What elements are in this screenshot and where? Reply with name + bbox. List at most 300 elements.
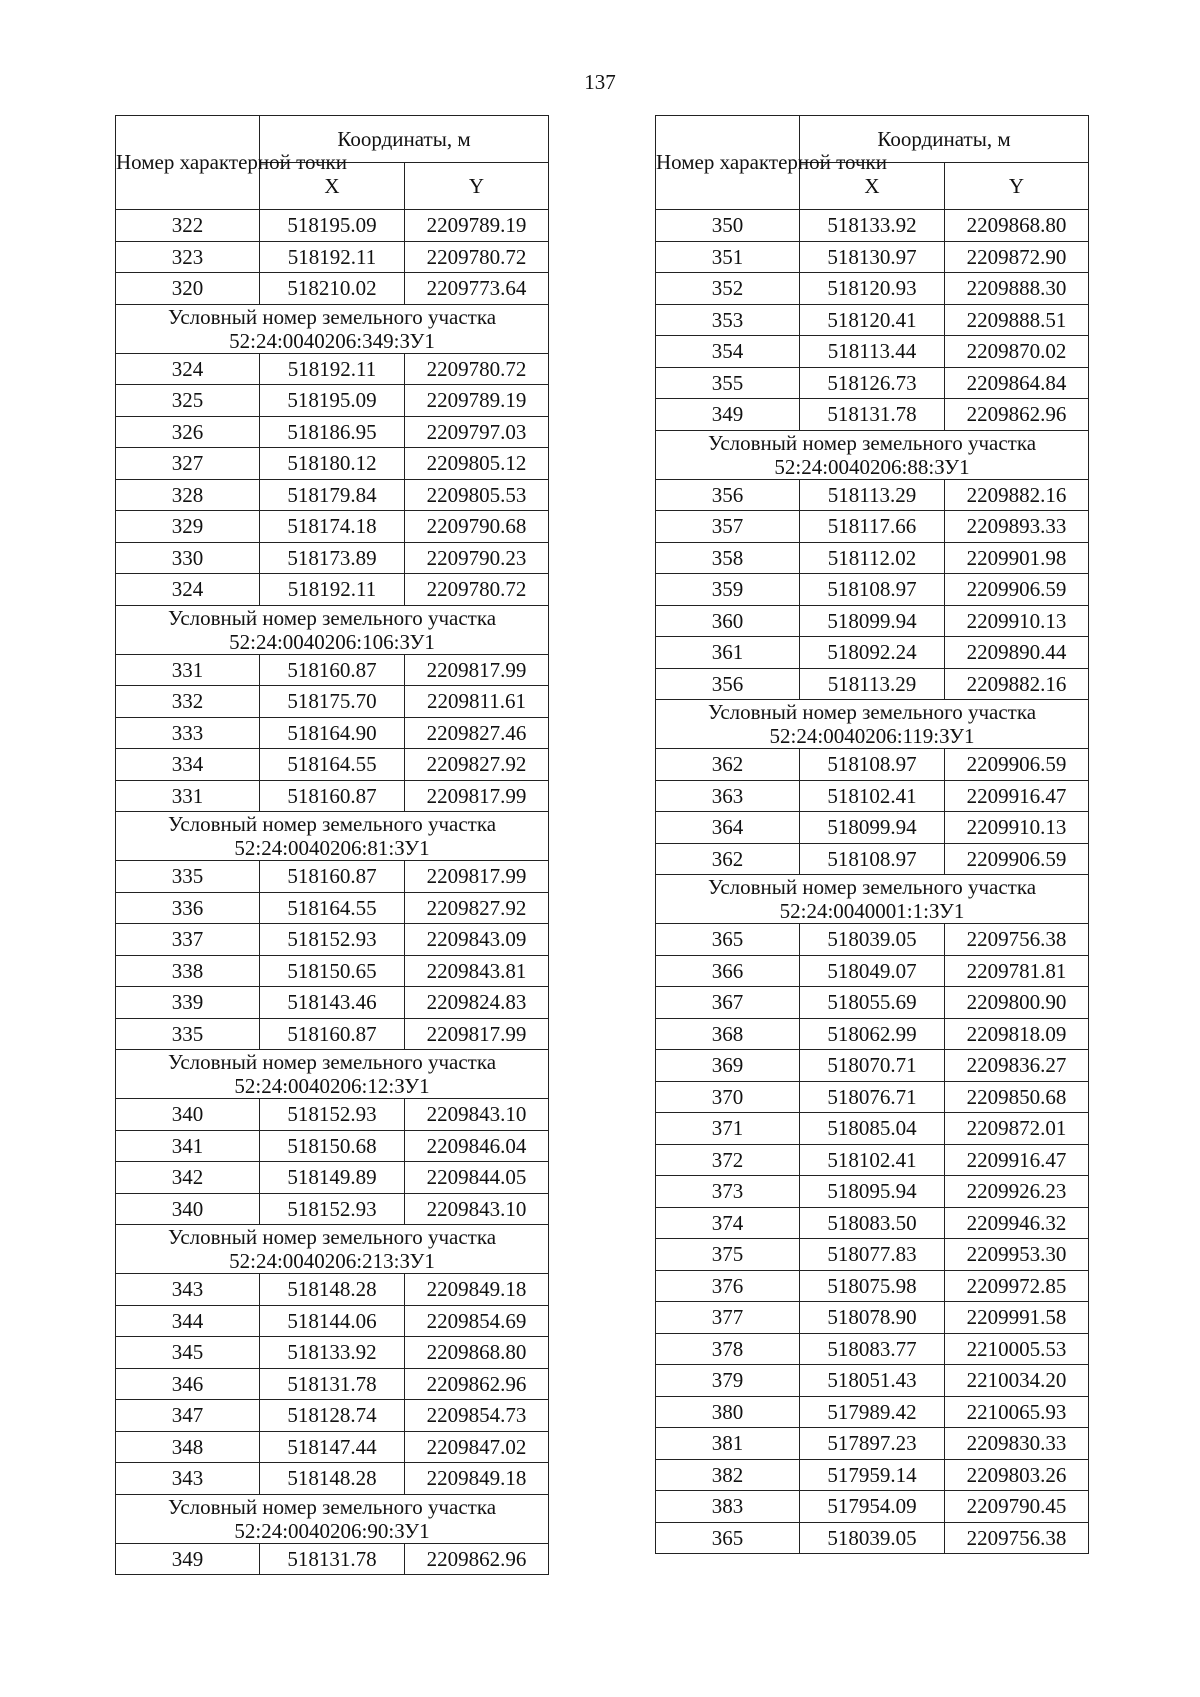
- parcel-section-row: [116, 812, 549, 861]
- table-row: [656, 668, 1089, 700]
- y-coordinate-cell: 2209849.18: [405, 1274, 549, 1306]
- x-coordinate-cell: 518144.06: [260, 1305, 405, 1337]
- coordinates-table-right: [655, 115, 1089, 1554]
- point-number-cell: 360: [656, 605, 800, 637]
- header-y: Y: [945, 163, 1089, 210]
- y-coordinate-cell: 2209843.10: [405, 1193, 549, 1225]
- table-row: [656, 241, 1089, 273]
- x-coordinate-cell: 518131.78: [260, 1368, 405, 1400]
- x-coordinate-cell: 518210.02: [260, 273, 405, 305]
- parcel-section-row: [116, 1050, 549, 1099]
- parcel-section-cell: [116, 812, 549, 861]
- y-coordinate-cell: 2209916.47: [945, 1144, 1089, 1176]
- table-row: [656, 1302, 1089, 1334]
- x-coordinate-cell: 518102.41: [800, 1144, 945, 1176]
- table-row: [116, 416, 549, 448]
- point-number-cell: 329: [116, 511, 260, 543]
- x-coordinate-cell: 518133.92: [260, 1337, 405, 1369]
- x-coordinate-cell: 518076.71: [800, 1081, 945, 1113]
- y-coordinate-cell: 2209906.59: [945, 843, 1089, 875]
- y-coordinate-cell: 2209916.47: [945, 780, 1089, 812]
- x-coordinate-cell: 518160.87: [260, 1018, 405, 1050]
- parcel-cadastral-number: 52:24:0040001:1:ЗУ1: [779, 899, 965, 923]
- table-row: [656, 1459, 1089, 1491]
- parcel-cadastral-number: 52:24:0040206:81:ЗУ1: [234, 836, 430, 860]
- x-coordinate-cell: 518083.77: [800, 1333, 945, 1365]
- y-coordinate-cell: 2209888.30: [945, 273, 1089, 305]
- y-coordinate-cell: 2209790.23: [405, 542, 549, 574]
- x-coordinate-cell: 518113.44: [800, 336, 945, 368]
- table-row: [116, 1543, 549, 1575]
- point-number-cell: 331: [116, 780, 260, 812]
- x-coordinate-cell: 518131.78: [800, 399, 945, 431]
- x-coordinate-cell: 518174.18: [260, 511, 405, 543]
- y-coordinate-cell: 2209972.85: [945, 1270, 1089, 1302]
- parcel-cadastral-number: 52:24:0040206:213:ЗУ1: [229, 1249, 435, 1273]
- x-coordinate-cell: 518195.09: [260, 385, 405, 417]
- x-coordinate-cell: 518130.97: [800, 241, 945, 273]
- x-coordinate-cell: 518152.93: [260, 1099, 405, 1131]
- point-number-cell: 349: [656, 399, 800, 431]
- y-coordinate-cell: 2209882.16: [945, 479, 1089, 511]
- x-coordinate-cell: 518179.84: [260, 479, 405, 511]
- table-row: [656, 1018, 1089, 1050]
- point-number-cell: 324: [116, 353, 260, 385]
- parcel-section-cell: [116, 605, 549, 654]
- y-coordinate-cell: 2209817.99: [405, 780, 549, 812]
- table-row: [656, 511, 1089, 543]
- table-row: [656, 749, 1089, 781]
- x-coordinate-cell: 518077.83: [800, 1239, 945, 1271]
- y-coordinate-cell: 2209756.38: [945, 924, 1089, 956]
- point-number-cell: 328: [116, 479, 260, 511]
- point-number-cell: 336: [116, 892, 260, 924]
- x-coordinate-cell: 518085.04: [800, 1113, 945, 1145]
- y-coordinate-cell: 2209901.98: [945, 542, 1089, 574]
- y-coordinate-cell: 2209827.92: [405, 749, 549, 781]
- parcel-cadastral-number: 52:24:0040206:12:ЗУ1: [234, 1074, 430, 1098]
- x-coordinate-cell: 518062.99: [800, 1018, 945, 1050]
- y-coordinate-cell: 2209843.09: [405, 924, 549, 956]
- point-number-cell: 341: [116, 1130, 260, 1162]
- x-coordinate-cell: 518128.74: [260, 1400, 405, 1432]
- y-coordinate-cell: 2209862.96: [405, 1543, 549, 1575]
- table-row: [656, 574, 1089, 606]
- parcel-section-title: Условный номер земельного участка: [167, 605, 497, 630]
- x-coordinate-cell: 518131.78: [260, 1543, 405, 1575]
- table-row: [116, 385, 549, 417]
- point-number-cell: 380: [656, 1396, 800, 1428]
- point-number-cell: 377: [656, 1302, 800, 1334]
- table-row: [116, 542, 549, 574]
- y-coordinate-cell: 2209868.80: [405, 1337, 549, 1369]
- table-row: [656, 1050, 1089, 1082]
- table-row: [116, 1193, 549, 1225]
- table-row: [116, 1162, 549, 1194]
- table-row: [656, 637, 1089, 669]
- point-number-cell: 351: [656, 241, 800, 273]
- table-row: [116, 987, 549, 1019]
- x-coordinate-cell: 518099.94: [800, 605, 945, 637]
- x-coordinate-cell: 518160.87: [260, 654, 405, 686]
- point-number-cell: 376: [656, 1270, 800, 1302]
- y-coordinate-cell: 2209756.38: [945, 1522, 1089, 1554]
- point-number-cell: 358: [656, 542, 800, 574]
- y-coordinate-cell: 2209830.33: [945, 1428, 1089, 1460]
- y-coordinate-cell: 2209827.92: [405, 892, 549, 924]
- y-coordinate-cell: 2210034.20: [945, 1365, 1089, 1397]
- table-row: [656, 924, 1089, 956]
- x-coordinate-cell: 518126.73: [800, 367, 945, 399]
- table-row: [656, 367, 1089, 399]
- point-number-cell: 382: [656, 1459, 800, 1491]
- y-coordinate-cell: 2209836.27: [945, 1050, 1089, 1082]
- point-number-cell: 339: [116, 987, 260, 1019]
- point-number-cell: 357: [656, 511, 800, 543]
- table-row: [116, 924, 549, 956]
- table-row: [116, 511, 549, 543]
- point-number-cell: 359: [656, 574, 800, 606]
- point-number-cell: 349: [116, 1543, 260, 1575]
- point-number-cell: 364: [656, 812, 800, 844]
- y-coordinate-cell: 2209790.68: [405, 511, 549, 543]
- table-row: [116, 1431, 549, 1463]
- y-coordinate-cell: 2209864.84: [945, 367, 1089, 399]
- point-number-cell: 353: [656, 304, 800, 336]
- table-row: [116, 749, 549, 781]
- x-coordinate-cell: 518039.05: [800, 924, 945, 956]
- parcel-cadastral-number: 52:24:0040206:88:ЗУ1: [774, 454, 970, 479]
- point-number-cell: 332: [116, 686, 260, 718]
- y-coordinate-cell: 2209780.72: [405, 574, 549, 606]
- x-coordinate-cell: 518070.71: [800, 1050, 945, 1082]
- point-number-cell: 362: [656, 749, 800, 781]
- point-number-cell: 322: [116, 210, 260, 242]
- table-row: [116, 574, 549, 606]
- y-coordinate-cell: 2209849.18: [405, 1463, 549, 1495]
- x-coordinate-cell: 517959.14: [800, 1459, 945, 1491]
- x-coordinate-cell: 518175.70: [260, 686, 405, 718]
- x-coordinate-cell: 518152.93: [260, 1193, 405, 1225]
- point-number-cell: 352: [656, 273, 800, 305]
- point-number-cell: 367: [656, 987, 800, 1019]
- parcel-section-row: [656, 700, 1089, 749]
- point-number-cell: 330: [116, 542, 260, 574]
- point-number-cell: 338: [116, 955, 260, 987]
- parcel-section-row: [116, 1494, 549, 1543]
- y-coordinate-cell: 2209847.02: [405, 1431, 549, 1463]
- x-coordinate-cell: 518083.50: [800, 1207, 945, 1239]
- x-coordinate-cell: 518160.87: [260, 780, 405, 812]
- x-coordinate-cell: 518148.28: [260, 1463, 405, 1495]
- y-coordinate-cell: 2209843.10: [405, 1099, 549, 1131]
- table-row: [656, 987, 1089, 1019]
- point-number-cell: 347: [116, 1400, 260, 1432]
- table-row: [116, 1099, 549, 1131]
- point-number-cell: 327: [116, 448, 260, 480]
- y-coordinate-cell: 2209862.96: [405, 1368, 549, 1400]
- x-coordinate-cell: 518055.69: [800, 987, 945, 1019]
- x-coordinate-cell: 517989.42: [800, 1396, 945, 1428]
- x-coordinate-cell: 518150.68: [260, 1130, 405, 1162]
- y-coordinate-cell: 2210065.93: [945, 1396, 1089, 1428]
- parcel-section-title: Условный номер земельного участка: [707, 875, 1037, 899]
- x-coordinate-cell: 518192.11: [260, 241, 405, 273]
- y-coordinate-cell: 2209893.33: [945, 511, 1089, 543]
- parcel-cadastral-number: 52:24:0040206:90:ЗУ1: [234, 1518, 430, 1543]
- point-number-cell: 343: [116, 1274, 260, 1306]
- table-row: [656, 1144, 1089, 1176]
- x-coordinate-cell: 518180.12: [260, 448, 405, 480]
- point-number-cell: 334: [116, 749, 260, 781]
- point-number-cell: 335: [116, 861, 260, 893]
- table-row: [116, 448, 549, 480]
- y-coordinate-cell: 2209882.16: [945, 668, 1089, 700]
- y-coordinate-cell: 2209953.30: [945, 1239, 1089, 1271]
- y-coordinate-cell: 2209888.51: [945, 304, 1089, 336]
- y-coordinate-cell: 2209827.46: [405, 717, 549, 749]
- y-coordinate-cell: 2209872.90: [945, 241, 1089, 273]
- point-number-cell: 325: [116, 385, 260, 417]
- page-number: 137: [584, 70, 616, 94]
- point-number-cell: 373: [656, 1176, 800, 1208]
- y-coordinate-cell: 2209946.32: [945, 1207, 1089, 1239]
- x-coordinate-cell: 518108.97: [800, 843, 945, 875]
- point-number-cell: 320: [116, 273, 260, 305]
- x-coordinate-cell: 518120.93: [800, 273, 945, 305]
- y-coordinate-cell: 2209805.12: [405, 448, 549, 480]
- parcel-section-row: [116, 1225, 549, 1274]
- parcel-section-row: [656, 430, 1089, 479]
- y-coordinate-cell: 2209780.72: [405, 353, 549, 385]
- point-number-cell: 337: [116, 924, 260, 956]
- point-number-cell: 369: [656, 1050, 800, 1082]
- x-coordinate-cell: 518148.28: [260, 1274, 405, 1306]
- table-row: [656, 1176, 1089, 1208]
- point-number-cell: 350: [656, 210, 800, 242]
- point-number-cell: 372: [656, 1144, 800, 1176]
- table-row: [656, 780, 1089, 812]
- x-coordinate-cell: 518051.43: [800, 1365, 945, 1397]
- parcel-cadastral-number: 52:24:0040206:119:ЗУ1: [769, 724, 975, 748]
- point-number-cell: 331: [116, 654, 260, 686]
- point-number-cell: 366: [656, 955, 800, 987]
- table-row: [116, 210, 549, 242]
- point-number-cell: 346: [116, 1368, 260, 1400]
- x-coordinate-cell: 518102.41: [800, 780, 945, 812]
- table-row: [656, 1113, 1089, 1145]
- table-row: [116, 479, 549, 511]
- table-row: [656, 843, 1089, 875]
- x-coordinate-cell: 518108.97: [800, 749, 945, 781]
- y-coordinate-cell: 2209805.53: [405, 479, 549, 511]
- table-row: [656, 1365, 1089, 1397]
- parcel-section-cell: [116, 1050, 549, 1099]
- parcel-section-cell: [116, 304, 549, 353]
- point-number-cell: 365: [656, 924, 800, 956]
- y-coordinate-cell: 2209854.73: [405, 1400, 549, 1432]
- point-number-cell: 363: [656, 780, 800, 812]
- point-number-cell: 361: [656, 637, 800, 669]
- point-number-cell: 343: [116, 1463, 260, 1495]
- x-coordinate-cell: 518150.65: [260, 955, 405, 987]
- parcel-cadastral-number: 52:24:0040206:349:ЗУ1: [229, 328, 435, 353]
- x-coordinate-cell: 518092.24: [800, 637, 945, 669]
- table-row: [656, 1396, 1089, 1428]
- x-coordinate-cell: 518078.90: [800, 1302, 945, 1334]
- point-number-cell: 335: [116, 1018, 260, 1050]
- point-number-cell: 381: [656, 1428, 800, 1460]
- point-number-cell: 368: [656, 1018, 800, 1050]
- table-row: [116, 780, 549, 812]
- point-number-cell: 374: [656, 1207, 800, 1239]
- y-coordinate-cell: 2209862.96: [945, 399, 1089, 431]
- y-coordinate-cell: 2209790.45: [945, 1491, 1089, 1523]
- header-y: Y: [405, 163, 549, 210]
- table-row: [656, 1522, 1089, 1554]
- x-coordinate-cell: 518152.93: [260, 924, 405, 956]
- y-coordinate-cell: 2209870.02: [945, 336, 1089, 368]
- parcel-cadastral-number: 52:24:0040206:106:ЗУ1: [229, 629, 435, 654]
- table-row: [656, 1081, 1089, 1113]
- parcel-section-row: [116, 304, 549, 353]
- point-number-cell: 340: [116, 1099, 260, 1131]
- coordinates-table-left: [115, 115, 549, 1575]
- y-coordinate-cell: 2209868.80: [945, 210, 1089, 242]
- header-x: X: [260, 163, 405, 210]
- parcel-section-title: Условный номер земельного участка: [707, 700, 1037, 724]
- point-number-cell: 345: [116, 1337, 260, 1369]
- point-number-cell: 375: [656, 1239, 800, 1271]
- point-number-cell: 362: [656, 843, 800, 875]
- parcel-section-row: [656, 875, 1089, 924]
- x-coordinate-cell: 518117.66: [800, 511, 945, 543]
- x-coordinate-cell: 518095.94: [800, 1176, 945, 1208]
- x-coordinate-cell: 518192.11: [260, 574, 405, 606]
- table-row: [116, 1018, 549, 1050]
- table-row: [116, 654, 549, 686]
- header-point-number: Номер характерной точки: [116, 116, 260, 210]
- x-coordinate-cell: 518160.87: [260, 861, 405, 893]
- y-coordinate-cell: 2209844.05: [405, 1162, 549, 1194]
- x-coordinate-cell: 518049.07: [800, 955, 945, 987]
- x-coordinate-cell: 518120.41: [800, 304, 945, 336]
- table-row: [116, 1337, 549, 1369]
- parcel-section-row: [116, 605, 549, 654]
- header-point-number: Номер характерной точки: [656, 116, 800, 210]
- y-coordinate-cell: 2209850.68: [945, 1081, 1089, 1113]
- x-coordinate-cell: 518164.90: [260, 717, 405, 749]
- x-coordinate-cell: 517954.09: [800, 1491, 945, 1523]
- x-coordinate-cell: 518075.98: [800, 1270, 945, 1302]
- table-row: [656, 812, 1089, 844]
- point-number-cell: 356: [656, 668, 800, 700]
- header-coordinates: Координаты, м: [800, 116, 1089, 163]
- point-number-cell: 356: [656, 479, 800, 511]
- table-row: [116, 1274, 549, 1306]
- parcel-section-title: Условный номер земельного участка: [167, 812, 497, 836]
- table-row: [116, 1368, 549, 1400]
- table-row: [116, 1400, 549, 1432]
- y-coordinate-cell: 2209818.09: [945, 1018, 1089, 1050]
- point-number-cell: 333: [116, 717, 260, 749]
- table-row: [656, 1270, 1089, 1302]
- y-coordinate-cell: 2209789.19: [405, 210, 549, 242]
- table-row: [656, 1428, 1089, 1460]
- x-coordinate-cell: 518108.97: [800, 574, 945, 606]
- point-number-cell: 354: [656, 336, 800, 368]
- table-row: [656, 273, 1089, 305]
- y-coordinate-cell: 2209789.19: [405, 385, 549, 417]
- parcel-section-title: Условный номер земельного участка: [167, 1494, 497, 1519]
- x-coordinate-cell: 518099.94: [800, 812, 945, 844]
- x-coordinate-cell: 518186.95: [260, 416, 405, 448]
- x-coordinate-cell: 518147.44: [260, 1431, 405, 1463]
- point-number-cell: 342: [116, 1162, 260, 1194]
- table-row: [116, 717, 549, 749]
- header-coordinates: Координаты, м: [260, 116, 549, 163]
- y-coordinate-cell: 2209926.23: [945, 1176, 1089, 1208]
- x-coordinate-cell: 518173.89: [260, 542, 405, 574]
- x-coordinate-cell: 518143.46: [260, 987, 405, 1019]
- point-number-cell: 323: [116, 241, 260, 273]
- y-coordinate-cell: 2209797.03: [405, 416, 549, 448]
- y-coordinate-cell: 2209803.26: [945, 1459, 1089, 1491]
- table-row: [656, 1239, 1089, 1271]
- y-coordinate-cell: 2210005.53: [945, 1333, 1089, 1365]
- y-coordinate-cell: 2209781.81: [945, 955, 1089, 987]
- point-number-cell: 340: [116, 1193, 260, 1225]
- y-coordinate-cell: 2209843.81: [405, 955, 549, 987]
- point-number-cell: 348: [116, 1431, 260, 1463]
- table-row: [116, 353, 549, 385]
- y-coordinate-cell: 2209890.44: [945, 637, 1089, 669]
- y-coordinate-cell: 2209817.99: [405, 1018, 549, 1050]
- parcel-section-cell: [656, 700, 1089, 749]
- table-row: [116, 686, 549, 718]
- y-coordinate-cell: 2209910.13: [945, 605, 1089, 637]
- parcel-section-cell: [116, 1494, 549, 1543]
- x-coordinate-cell: 517897.23: [800, 1428, 945, 1460]
- y-coordinate-cell: 2209817.99: [405, 654, 549, 686]
- parcel-section-title: Условный номер земельного участка: [167, 304, 497, 329]
- table-row: [656, 304, 1089, 336]
- x-coordinate-cell: 518113.29: [800, 668, 945, 700]
- table-row: [656, 479, 1089, 511]
- y-coordinate-cell: 2209824.83: [405, 987, 549, 1019]
- parcel-section-cell: [116, 1225, 549, 1274]
- y-coordinate-cell: 2209906.59: [945, 574, 1089, 606]
- table-row: [656, 1491, 1089, 1523]
- table-row: [656, 955, 1089, 987]
- y-coordinate-cell: 2209854.69: [405, 1305, 549, 1337]
- table-row: [656, 542, 1089, 574]
- header-x: X: [800, 163, 945, 210]
- x-coordinate-cell: 518164.55: [260, 892, 405, 924]
- table-row: [116, 273, 549, 305]
- table-row: [656, 605, 1089, 637]
- table-row: [656, 1333, 1089, 1365]
- y-coordinate-cell: 2209780.72: [405, 241, 549, 273]
- point-number-cell: 355: [656, 367, 800, 399]
- y-coordinate-cell: 2209811.61: [405, 686, 549, 718]
- point-number-cell: 370: [656, 1081, 800, 1113]
- table-row: [116, 1463, 549, 1495]
- table-row: [116, 1130, 549, 1162]
- table-row: [656, 336, 1089, 368]
- table-row: [116, 241, 549, 273]
- x-coordinate-cell: 518133.92: [800, 210, 945, 242]
